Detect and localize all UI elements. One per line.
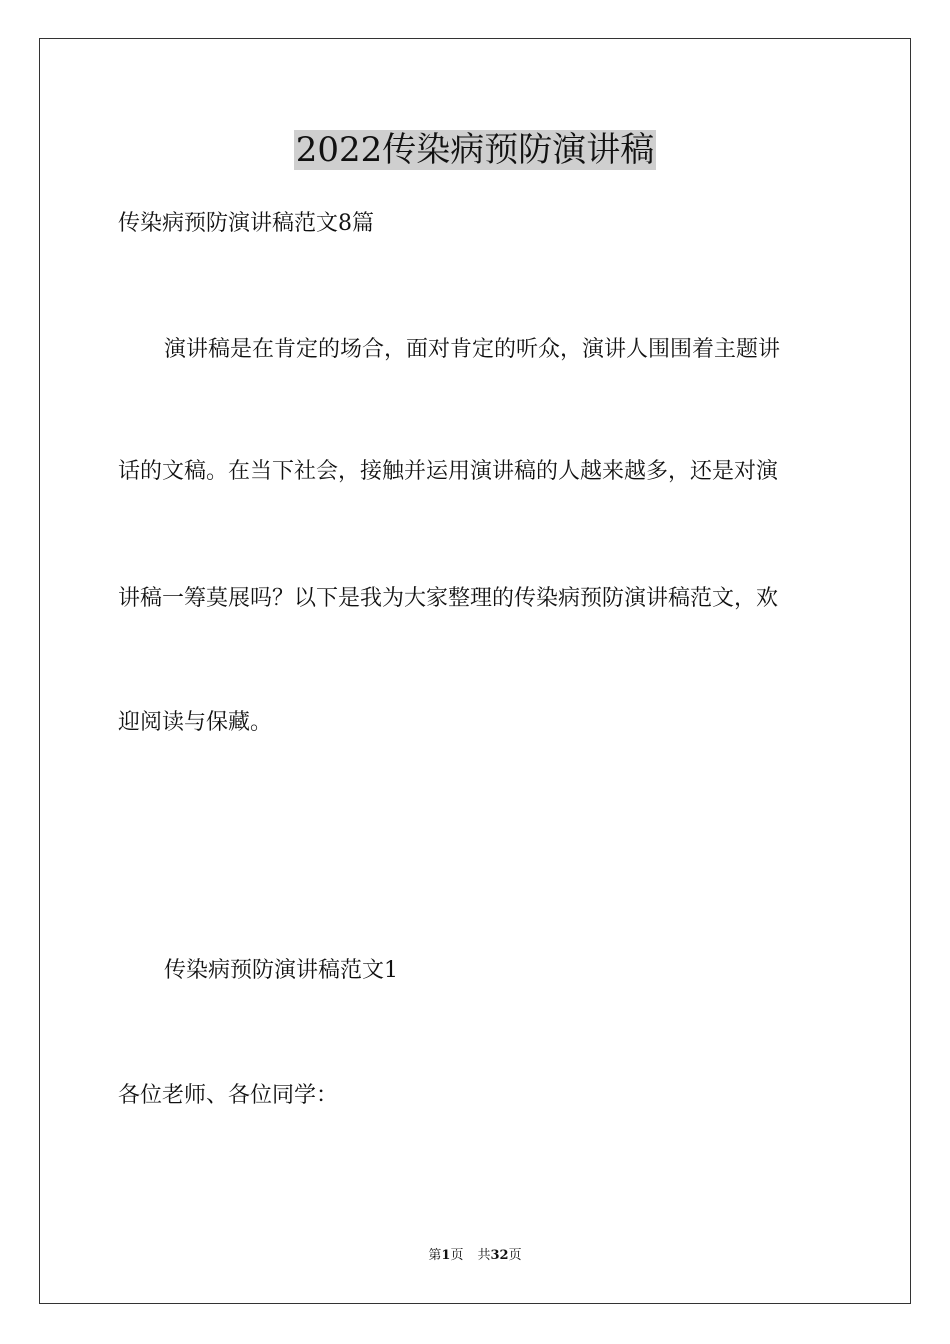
footer-page-prefix: 第 — [428, 1248, 442, 1263]
intro-paragraph-line-3: 讲稿一筹莫展吗？以下是我为大家整理的传染病预防演讲稿范文，欢 — [118, 586, 779, 611]
footer-total-prefix: 共 — [477, 1248, 491, 1263]
page-footer — [0, 1246, 950, 1266]
greeting-line: 各位老师、各位同学： — [118, 1083, 339, 1108]
intro-paragraph-line-1: 演讲稿是在肯定的场合，面对肯定的听众，演讲人围围着主题讲 — [164, 337, 781, 362]
section-heading: 传染病预防演讲稿范文1 — [164, 958, 398, 983]
footer-page-suffix: 页 — [450, 1248, 464, 1263]
footer-total-suffix: 页 — [508, 1248, 522, 1263]
intro-paragraph-line-2: 话的文稿。在当下社会，接触并运用演讲稿的人越来越多，还是对演 — [118, 459, 779, 484]
footer-page-number: 1 — [441, 1248, 451, 1263]
intro-paragraph-line-4: 迎阅读与保藏。 — [118, 710, 273, 735]
footer-total-pages: 32 — [490, 1248, 509, 1263]
document-title-text: 2022传染病预防演讲稿 — [295, 130, 655, 170]
document-subtitle: 传染病预防演讲稿范文8篇 — [118, 211, 374, 236]
document-title — [0, 126, 950, 174]
